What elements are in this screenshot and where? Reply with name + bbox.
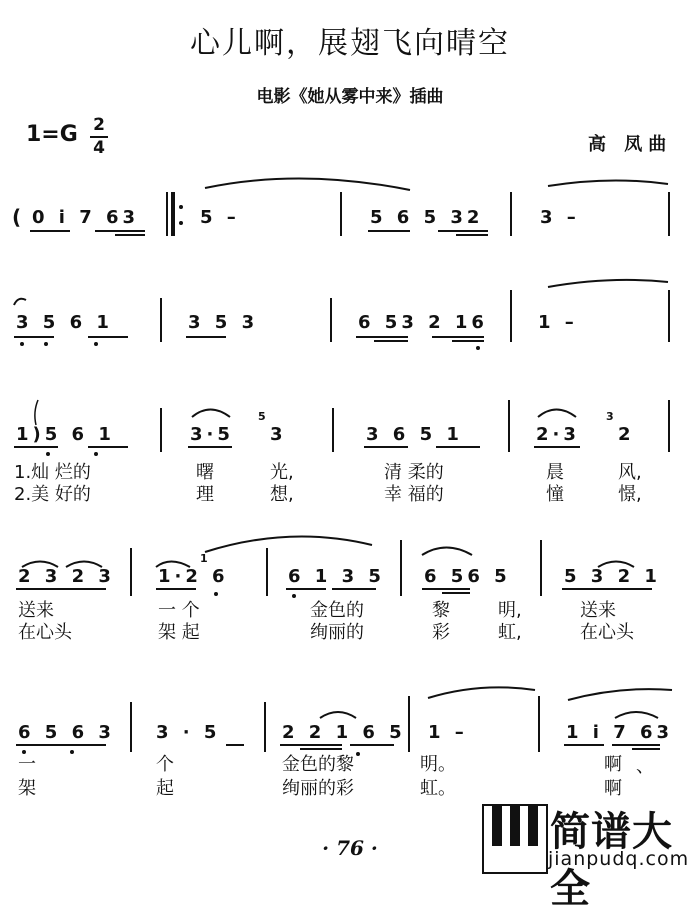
- beam-line: [332, 588, 376, 590]
- slur: [428, 687, 535, 698]
- composer-credit: 高 凤曲: [588, 134, 673, 155]
- beam-line: [612, 744, 660, 746]
- note-group: 3 6 5 1: [366, 424, 463, 445]
- beam-line: [188, 446, 232, 448]
- barline: [408, 696, 410, 752]
- octave-dot: [214, 592, 218, 596]
- lyric: 、: [636, 756, 654, 777]
- beam-line: [14, 446, 58, 448]
- beam-line: [14, 336, 54, 338]
- lyric: 明,: [498, 600, 522, 621]
- repeat-barline: [171, 192, 175, 236]
- time-signature-bottom: 4: [93, 138, 105, 158]
- grace-note: 5: [258, 410, 270, 423]
- lyric: 风,: [618, 462, 642, 483]
- slur: [35, 400, 38, 425]
- lyric: 绚丽的: [310, 622, 364, 643]
- beam-line: [115, 234, 145, 236]
- lyric: 一 个: [158, 600, 200, 621]
- lyric: 在心头: [580, 622, 634, 643]
- lyric: 憧: [546, 484, 564, 505]
- note-group: 3 –: [540, 207, 580, 228]
- lyric: 个: [156, 754, 174, 775]
- lyric: 曙: [196, 462, 214, 483]
- note-group: 5 3 2 1: [564, 566, 661, 587]
- lyric: 架 起: [158, 622, 200, 643]
- barline: [508, 400, 510, 452]
- beam-line: [186, 336, 226, 338]
- beam-line: [438, 230, 488, 232]
- note-group: 6 53 2 16: [358, 312, 488, 333]
- octave-dot: [476, 346, 480, 350]
- note-group: 1 –: [538, 312, 578, 333]
- barline: [160, 298, 162, 342]
- beam-line: [632, 748, 660, 750]
- barline: [540, 540, 542, 596]
- note-group: 3·5: [190, 424, 234, 445]
- beam-line: [374, 340, 408, 342]
- beam-line: [95, 230, 145, 232]
- grace-note: 1: [200, 552, 212, 565]
- beam-line: [456, 234, 488, 236]
- slur: [192, 410, 230, 418]
- barline: [160, 408, 162, 452]
- octave-dot: [70, 750, 74, 754]
- barline: [266, 548, 268, 596]
- watermark-title: 简谱大全: [550, 809, 673, 912]
- octave-dot: [94, 452, 98, 456]
- note-group: 5 –: [200, 207, 240, 228]
- time-signature-top: 2: [93, 115, 105, 135]
- slur: [538, 410, 576, 418]
- note-group: 3 · 5: [156, 722, 221, 743]
- beam-line: [534, 446, 580, 448]
- lyric: 虹。: [420, 778, 456, 799]
- slur: [615, 712, 658, 718]
- note-group: 3: [270, 424, 287, 445]
- octave-dot: [356, 752, 360, 756]
- barline: [668, 290, 670, 342]
- beam-line: [30, 230, 70, 232]
- octave-dot: [44, 342, 48, 346]
- lyric: 送来: [18, 600, 54, 621]
- beam-line: [422, 588, 470, 590]
- repeat-dot: [179, 205, 183, 209]
- slur: [548, 180, 668, 186]
- slur: [568, 689, 672, 700]
- beam-line: [432, 336, 484, 338]
- piano-logo-icon: [482, 804, 548, 874]
- note-group: 6 5 6 3: [18, 722, 115, 743]
- lyric: 晨: [546, 462, 564, 483]
- repeat-dot: [179, 221, 183, 225]
- beam-line: [442, 592, 470, 594]
- note-group: 6 1 3 5: [288, 566, 385, 587]
- lyric: 清 柔的: [384, 462, 444, 483]
- barline: [538, 696, 540, 752]
- lyric: 幸 福的: [384, 484, 444, 505]
- barline: [130, 702, 132, 752]
- song-subtitle: 电影《她从雾中来》插曲: [256, 87, 444, 107]
- beam-line: [562, 588, 652, 590]
- beam-line: [16, 744, 106, 746]
- beam-line: [226, 744, 244, 746]
- beam-line: [280, 744, 342, 746]
- note-group: 6: [212, 566, 229, 587]
- lyric: 想,: [270, 484, 294, 505]
- lyric: 啊: [604, 778, 622, 799]
- slur: [14, 299, 26, 305]
- note-group: 3 5 6 1: [16, 312, 113, 333]
- octave-dot: [46, 452, 50, 456]
- beam-line: [16, 588, 106, 590]
- slur: [205, 178, 410, 190]
- barline: [668, 400, 670, 452]
- beam-line: [436, 446, 480, 448]
- slur: [548, 280, 668, 287]
- barline: [166, 192, 168, 236]
- lyric: 理: [196, 484, 214, 505]
- lyric: 在心头: [18, 622, 72, 643]
- lyric: 金色的: [310, 600, 364, 621]
- lyric: 黎: [432, 600, 450, 621]
- page-number: · 76 ·: [322, 836, 378, 860]
- watermark-url: jianpudq.com: [548, 848, 690, 870]
- lyric: 憬,: [618, 484, 642, 505]
- octave-dot: [20, 342, 24, 346]
- beam-line: [156, 588, 196, 590]
- octave-dot: [94, 342, 98, 346]
- beam-line: [452, 340, 484, 342]
- barline: [330, 298, 332, 342]
- note-group: 2·3: [536, 424, 580, 445]
- note-group: 6 56 5: [424, 566, 511, 587]
- lyric: 金色的黎: [282, 754, 354, 775]
- beam-line: [88, 446, 128, 448]
- barline: [332, 408, 334, 452]
- lyric: 光,: [270, 462, 294, 483]
- note-group: 0 i 7 63: [32, 207, 140, 228]
- lyric: 彩: [432, 622, 450, 643]
- song-title: 心儿啊，展翅飞向晴空: [190, 26, 510, 61]
- note-group: 2: [618, 424, 635, 445]
- lyric: 啊: [604, 754, 622, 775]
- note-group: 2 2 1 6 5: [282, 722, 406, 743]
- beam-line: [364, 446, 408, 448]
- note-group: 2 3 2 3: [18, 566, 115, 587]
- key-signature: 1=G: [26, 122, 78, 147]
- barline: [510, 290, 512, 342]
- note-group: 1 i 7 63: [566, 722, 674, 743]
- lyric: 明。: [420, 754, 456, 775]
- slur: [320, 712, 356, 718]
- lyric: 虹,: [498, 622, 522, 643]
- intro-parenthesis: (: [12, 205, 26, 229]
- lyric: 送来: [580, 600, 616, 621]
- note-group: 1 –: [428, 722, 468, 743]
- slur: [205, 536, 372, 552]
- site-watermark: [478, 800, 700, 912]
- lyric: 一: [18, 754, 36, 775]
- barline: [340, 192, 342, 236]
- beam-line: [564, 744, 604, 746]
- grace-note: 3: [606, 410, 618, 423]
- octave-dot: [292, 594, 296, 598]
- lyric: 架: [18, 778, 36, 799]
- lyric: 1.灿 烂的: [14, 462, 91, 483]
- beam-line: [88, 336, 128, 338]
- slur: [422, 548, 472, 556]
- note-group: 3 5 3: [188, 312, 259, 333]
- note-group: 5 6 5 32: [370, 207, 484, 228]
- note-group: 1·2: [158, 566, 202, 587]
- barline: [668, 192, 670, 236]
- barline: [400, 540, 402, 596]
- beam-line: [350, 744, 394, 746]
- lyric: 起: [156, 778, 174, 799]
- lyric: 绚丽的彩: [282, 778, 354, 799]
- beam-line: [368, 230, 410, 232]
- barline: [264, 702, 266, 752]
- beam-line: [286, 588, 326, 590]
- lyric: 2.美 好的: [14, 484, 91, 505]
- note-group: 1)5 6 1: [16, 424, 115, 445]
- barline: [130, 548, 132, 596]
- barline: [510, 192, 512, 236]
- beam-line: [356, 336, 408, 338]
